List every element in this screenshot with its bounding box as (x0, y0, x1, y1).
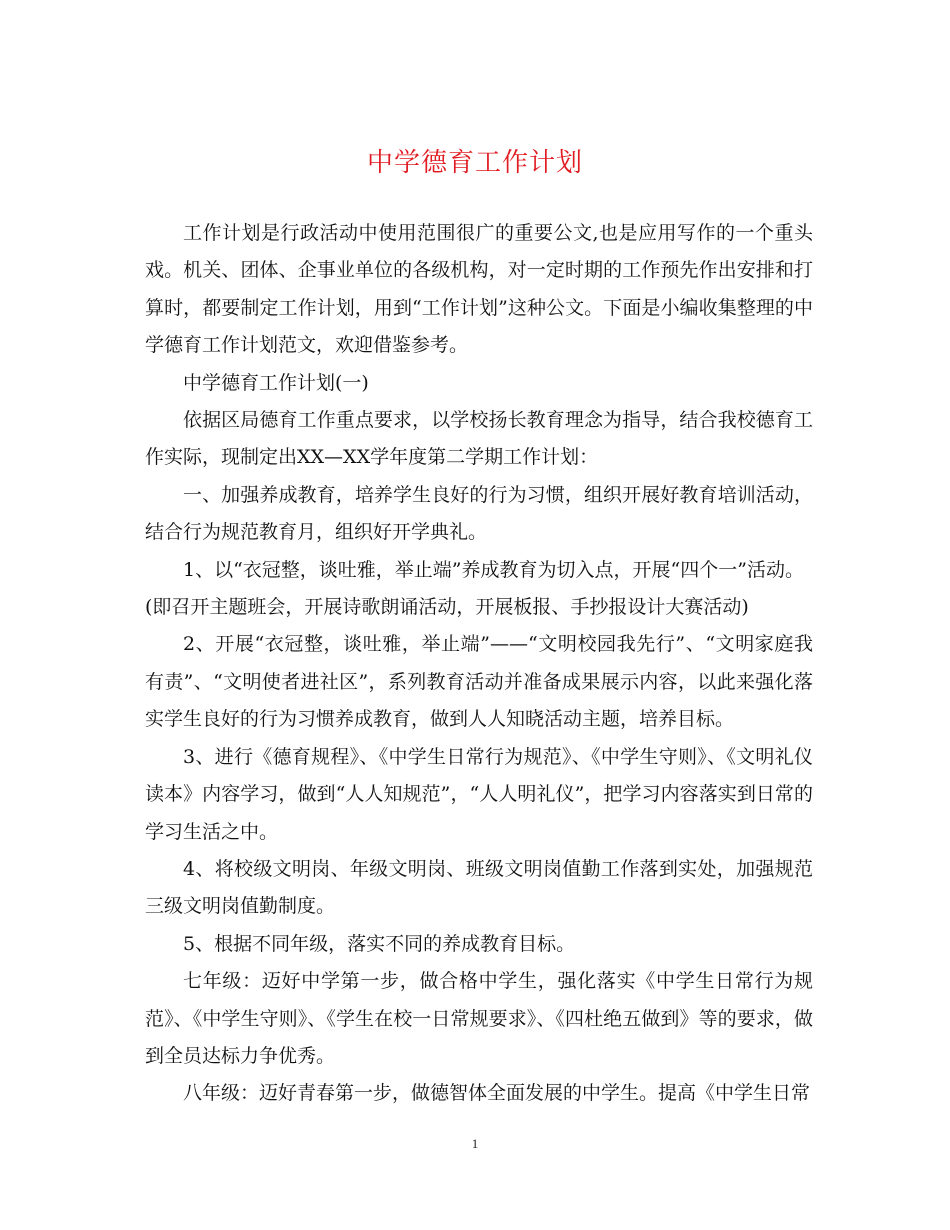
paragraph-section-heading: 中学德育工作计划(一) (183, 371, 369, 394)
paragraph-intro: 工作计划是行政活动中使用范围很广的重要公文,也是应用写作的一个重头戏。机关、团体、企事业单位的各级机构，对一定时期的工作预先作出安排和打算时，都要制定工作计划，用到“工作计划”这种公文。下面是小编收集整理的中学德育工作计划范文，欢迎借鉴参考。 (145, 222, 813, 357)
paragraph-item-2: 2、开展“衣冠整，谈吐雅，举止端”——“文明校园我先行”、“文明家庭我有责”、“文明使者进社区”，系列教育活动并准备成果展示内容，以此来强化落实学生良好的行为习惯养成教育，做到人人知晓活动主题，培养目标。 (145, 633, 813, 731)
paragraph-basis: 依据区局德育工作重点要求，以学校扬长教育理念为指导，结合我校德育工作实际，现制定出XX—XX学年度第二学期工作计划： (145, 409, 813, 469)
document-title: 中学德育工作计划 (366, 148, 583, 178)
page-number: 1 (471, 1136, 479, 1151)
paragraph-item-1-note: (即召开主题班会，开展诗歌朗诵活动，开展板报、手抄报设计大赛活动) (145, 596, 749, 619)
document-body (145, 215, 813, 1113)
paragraph-point-one: 一、加强养成教育，培养学生良好的行为习惯，组织开展好教育培训活动，结合行为规范教育月，组织好开学典礼。 (145, 483, 813, 544)
paragraph-item-4: 4、将校级文明岗、年级文明岗、班级文明岗值勤工作落到实处，加强规范三级文明岗值勤制度。 (145, 857, 813, 918)
paragraph-grade-8: 八年级：迈好青春第一步，做德智体全面发展的中学生。提高《中学生日常 (183, 1082, 811, 1105)
paragraph-grade-7: 七年级：迈好中学第一步，做合格中学生，强化落实《中学生日常行为规范》、《中学生守则》、《学生在校一日常规要求》、《四杜绝五做到》等的要求，做到全员达标力争优秀。 (145, 970, 813, 1067)
paragraph-item-3: 3、进行《德育规程》、《中学生日常行为规范》、《中学生守则》、《文明礼仪读本》内容学习，做到“人人知规范”，“人人明礼仪”，把学习内容落实到日常的学习生活之中。 (145, 745, 813, 843)
paragraph-item-5: 5、根据不同年级，落实不同的养成教育目标。 (183, 932, 576, 955)
paragraph-item-1: 1、以“衣冠整，谈吐雅，举止端”养成教育为切入点，开展“四个一”活动。 (183, 558, 804, 581)
